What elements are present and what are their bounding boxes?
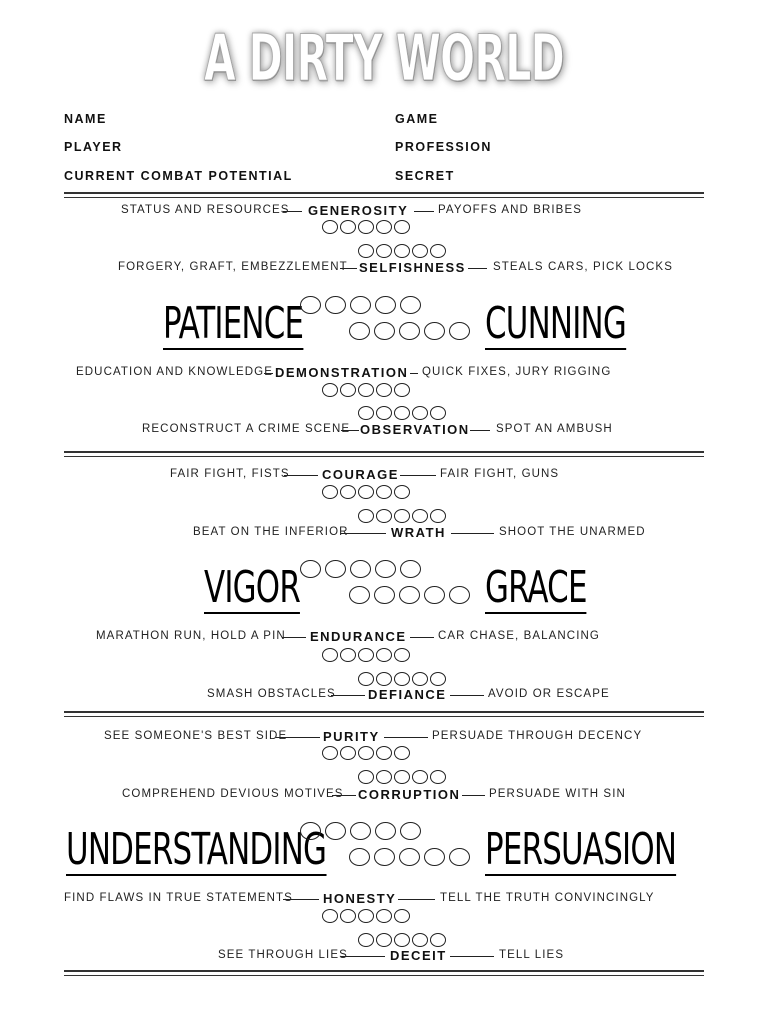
connector-line — [450, 956, 494, 957]
rating-circle[interactable] — [340, 648, 356, 662]
connector-line — [276, 737, 320, 738]
rating-circle[interactable] — [430, 672, 446, 686]
connector-line — [462, 795, 485, 796]
rating-dots-wrath[interactable] — [358, 509, 446, 523]
attribute-circle[interactable] — [350, 560, 371, 578]
profession-field-label[interactable]: PROFESSION — [395, 140, 492, 154]
row-left-text: SEE SOMEONE'S BEST SIDE — [104, 730, 288, 742]
section-divider — [64, 451, 704, 453]
connector-line — [284, 475, 318, 476]
attribute-circle[interactable] — [424, 586, 445, 604]
rating-circle[interactable] — [358, 383, 374, 397]
row-right-text: TELL THE TRUTH CONVINCINGLY — [440, 892, 655, 904]
rating-circle[interactable] — [394, 244, 410, 258]
attribute-circle[interactable] — [400, 822, 421, 840]
combat-potential-field-label[interactable]: CURRENT COMBAT POTENTIAL — [64, 169, 293, 183]
attribute-circle[interactable] — [350, 296, 371, 314]
rating-dots-observation[interactable] — [358, 406, 446, 420]
rating-circle[interactable] — [412, 509, 428, 523]
connector-line — [410, 373, 418, 374]
rating-circle[interactable] — [394, 383, 410, 397]
rating-dots-honesty[interactable] — [322, 909, 410, 923]
attribute-circle[interactable] — [399, 586, 420, 604]
row-right-text: CAR CHASE, BALANCING — [438, 630, 600, 642]
connector-line — [341, 430, 359, 431]
attribute-circle[interactable] — [325, 560, 346, 578]
rating-dots-demonstration[interactable] — [322, 383, 410, 397]
connector-line — [450, 695, 484, 696]
rating-dots-corruption[interactable] — [358, 770, 446, 784]
skill-label-endurance: ENDURANCE — [310, 629, 407, 644]
rating-circle[interactable] — [394, 509, 410, 523]
attribute-circle[interactable] — [375, 822, 396, 840]
rating-circle[interactable] — [358, 648, 374, 662]
rating-circle[interactable] — [412, 933, 428, 947]
attribute-heading-grace: GRACE — [485, 562, 587, 613]
rating-circle[interactable] — [376, 406, 392, 420]
rating-circle[interactable] — [376, 383, 392, 397]
rating-circle[interactable] — [340, 383, 356, 397]
rating-circle[interactable] — [412, 770, 428, 784]
connector-line — [264, 373, 273, 374]
attribute-dots-understanding[interactable] — [300, 822, 421, 840]
skill-label-courage: COURAGE — [322, 467, 399, 482]
skill-label-demonstration: DEMONSTRATION — [275, 365, 409, 380]
attribute-heading-understanding: UNDERSTANDING — [66, 824, 327, 875]
rating-circle[interactable] — [394, 406, 410, 420]
rating-dots-generosity[interactable] — [322, 220, 410, 234]
row-right-text: PAYOFFS AND BRIBES — [438, 204, 582, 216]
attribute-circle[interactable] — [349, 848, 370, 866]
rating-circle[interactable] — [394, 648, 410, 662]
rating-circle[interactable] — [340, 220, 356, 234]
rating-circle[interactable] — [376, 909, 392, 923]
attribute-circle[interactable] — [449, 586, 470, 604]
rating-dots-deceit[interactable] — [358, 933, 446, 947]
rating-circle[interactable] — [358, 220, 374, 234]
section-divider — [64, 192, 704, 194]
rating-circle[interactable] — [322, 746, 338, 760]
attribute-dots-cunning[interactable] — [349, 322, 470, 340]
attribute-circle[interactable] — [374, 322, 395, 340]
connector-line — [332, 795, 356, 796]
rating-circle[interactable] — [376, 648, 392, 662]
attribute-dots-patience[interactable] — [300, 296, 421, 314]
attribute-circle[interactable] — [349, 586, 370, 604]
attribute-dots-persuasion[interactable] — [349, 848, 470, 866]
rating-circle[interactable] — [376, 933, 392, 947]
attribute-circle[interactable] — [400, 560, 421, 578]
attribute-dots-grace[interactable] — [349, 586, 470, 604]
rating-dots-purity[interactable] — [322, 746, 410, 760]
attribute-dots-vigor[interactable] — [300, 560, 421, 578]
rating-circle[interactable] — [376, 672, 392, 686]
rating-circle[interactable] — [340, 485, 356, 499]
rating-circle[interactable] — [394, 909, 410, 923]
attribute-circle[interactable] — [300, 296, 321, 314]
section-divider — [64, 711, 704, 713]
rating-circle[interactable] — [430, 244, 446, 258]
skill-label-honesty: HONESTY — [323, 891, 397, 906]
connector-line — [283, 899, 319, 900]
game-field-label[interactable]: GAME — [395, 112, 439, 126]
rating-circle[interactable] — [376, 770, 392, 784]
rating-circle[interactable] — [358, 244, 374, 258]
rating-circle[interactable] — [322, 220, 338, 234]
player-field-label[interactable]: PLAYER — [64, 140, 123, 154]
rating-circle[interactable] — [412, 406, 428, 420]
attribute-circle[interactable] — [325, 296, 346, 314]
rating-circle[interactable] — [322, 485, 338, 499]
rating-circle[interactable] — [376, 220, 392, 234]
row-right-text: PERSUADE WITH SIN — [489, 788, 626, 800]
connector-line — [468, 268, 487, 269]
row-right-text: FAIR FIGHT, GUNS — [440, 468, 560, 480]
attribute-circle[interactable] — [424, 848, 445, 866]
connector-line — [414, 211, 434, 212]
secret-field-label[interactable]: SECRET — [395, 169, 455, 183]
rating-dots-selfishness[interactable] — [358, 244, 446, 258]
attribute-circle[interactable] — [375, 560, 396, 578]
rating-circle[interactable] — [358, 909, 374, 923]
rating-circle[interactable] — [430, 509, 446, 523]
skill-label-wrath: WRATH — [391, 525, 446, 540]
attribute-heading-cunning: CUNNING — [485, 298, 627, 349]
attribute-circle[interactable] — [400, 296, 421, 314]
row-left-text: RECONSTRUCT A CRIME SCENE — [142, 423, 351, 435]
rating-circle[interactable] — [376, 244, 392, 258]
row-left-text: FAIR FIGHT, FISTS — [170, 468, 290, 480]
rating-circle[interactable] — [430, 933, 446, 947]
connector-line — [340, 268, 357, 269]
row-left-text: FORGERY, GRAFT, EMBEZZLEMENT — [118, 261, 348, 273]
attribute-circle[interactable] — [374, 848, 395, 866]
connector-line — [410, 637, 434, 638]
skill-label-selfishness: SELFISHNESS — [359, 260, 466, 275]
row-left-text: BEAT ON THE INFERIOR — [193, 526, 349, 538]
rating-circle[interactable] — [340, 909, 356, 923]
rating-circle[interactable] — [376, 485, 392, 499]
row-left-text: SMASH OBSTACLES — [207, 688, 336, 700]
row-right-text: SPOT AN AMBUSH — [496, 423, 613, 435]
attribute-circle[interactable] — [424, 322, 445, 340]
attribute-circle[interactable] — [300, 560, 321, 578]
rating-circle[interactable] — [394, 933, 410, 947]
rating-circle[interactable] — [394, 770, 410, 784]
rating-circle[interactable] — [358, 746, 374, 760]
attribute-heading-vigor: VIGOR — [204, 562, 301, 613]
attribute-circle[interactable] — [325, 822, 346, 840]
rating-circle[interactable] — [376, 746, 392, 760]
attribute-circle[interactable] — [300, 822, 321, 840]
row-left-text: MARATHON RUN, HOLD A PIN — [96, 630, 286, 642]
connector-line — [282, 637, 306, 638]
name-field-label[interactable]: NAME — [64, 112, 107, 126]
rating-circle[interactable] — [430, 770, 446, 784]
connector-line — [341, 956, 385, 957]
rating-circle[interactable] — [412, 672, 428, 686]
connector-line — [331, 695, 365, 696]
skill-label-generosity: GENEROSITY — [308, 203, 409, 218]
rating-circle[interactable] — [358, 770, 374, 784]
attribute-circle[interactable] — [449, 322, 470, 340]
attribute-circle[interactable] — [349, 322, 370, 340]
attribute-circle[interactable] — [374, 586, 395, 604]
attribute-circle[interactable] — [375, 296, 396, 314]
rating-circle[interactable] — [358, 509, 374, 523]
sheet-title: A DIRTY WORLD — [203, 22, 565, 96]
skill-label-corruption: CORRUPTION — [358, 787, 461, 802]
row-left-text: FIND FLAWS IN TRUE STATEMENTS — [64, 892, 293, 904]
row-right-text: TELL LIES — [499, 949, 565, 961]
rating-circle[interactable] — [394, 746, 410, 760]
row-left-text: COMPREHEND DEVIOUS MOTIVES — [122, 788, 344, 800]
rating-circle[interactable] — [358, 485, 374, 499]
rating-dots-courage[interactable] — [322, 485, 410, 499]
rating-circle[interactable] — [358, 406, 374, 420]
rating-circle[interactable] — [394, 220, 410, 234]
skill-label-purity: PURITY — [323, 729, 380, 744]
rating-circle[interactable] — [340, 746, 356, 760]
connector-line — [341, 533, 386, 534]
row-right-text: SHOOT THE UNARMED — [499, 526, 646, 538]
rating-circle[interactable] — [394, 672, 410, 686]
rating-circle[interactable] — [430, 406, 446, 420]
row-right-text: AVOID OR ESCAPE — [488, 688, 610, 700]
skill-label-deceit: DECEIT — [390, 948, 447, 963]
row-right-text: STEALS CARS, PICK LOCKS — [493, 261, 673, 273]
rating-circle[interactable] — [322, 648, 338, 662]
connector-line — [398, 899, 435, 900]
rating-circle[interactable] — [358, 672, 374, 686]
rating-circle[interactable] — [358, 933, 374, 947]
connector-line — [451, 533, 494, 534]
attribute-heading-persuasion: PERSUASION — [485, 824, 677, 875]
section-divider — [64, 970, 704, 972]
row-left-text: STATUS AND RESOURCES — [121, 204, 290, 216]
connector-line — [400, 475, 436, 476]
row-left-text: EDUCATION AND KNOWLEDGE — [76, 366, 273, 378]
rating-circle[interactable] — [412, 244, 428, 258]
row-right-text: QUICK FIXES, JURY RIGGING — [422, 366, 612, 378]
rating-circle[interactable] — [394, 485, 410, 499]
rating-circle[interactable] — [376, 509, 392, 523]
skill-label-observation: OBSERVATION — [360, 422, 470, 437]
rating-circle[interactable] — [322, 383, 338, 397]
rating-dots-defiance[interactable] — [358, 672, 446, 686]
rating-dots-endurance[interactable] — [322, 648, 410, 662]
row-left-text: SEE THROUGH LIES — [218, 949, 348, 961]
connector-line — [470, 430, 490, 431]
connector-line — [283, 211, 302, 212]
attribute-circle[interactable] — [350, 822, 371, 840]
connector-line — [384, 737, 428, 738]
skill-label-defiance: DEFIANCE — [368, 687, 447, 702]
rating-circle[interactable] — [322, 909, 338, 923]
attribute-circle[interactable] — [449, 848, 470, 866]
row-right-text: PERSUADE THROUGH DECENCY — [432, 730, 643, 742]
attribute-circle[interactable] — [399, 322, 420, 340]
attribute-circle[interactable] — [399, 848, 420, 866]
attribute-heading-patience: PATIENCE — [163, 298, 304, 349]
